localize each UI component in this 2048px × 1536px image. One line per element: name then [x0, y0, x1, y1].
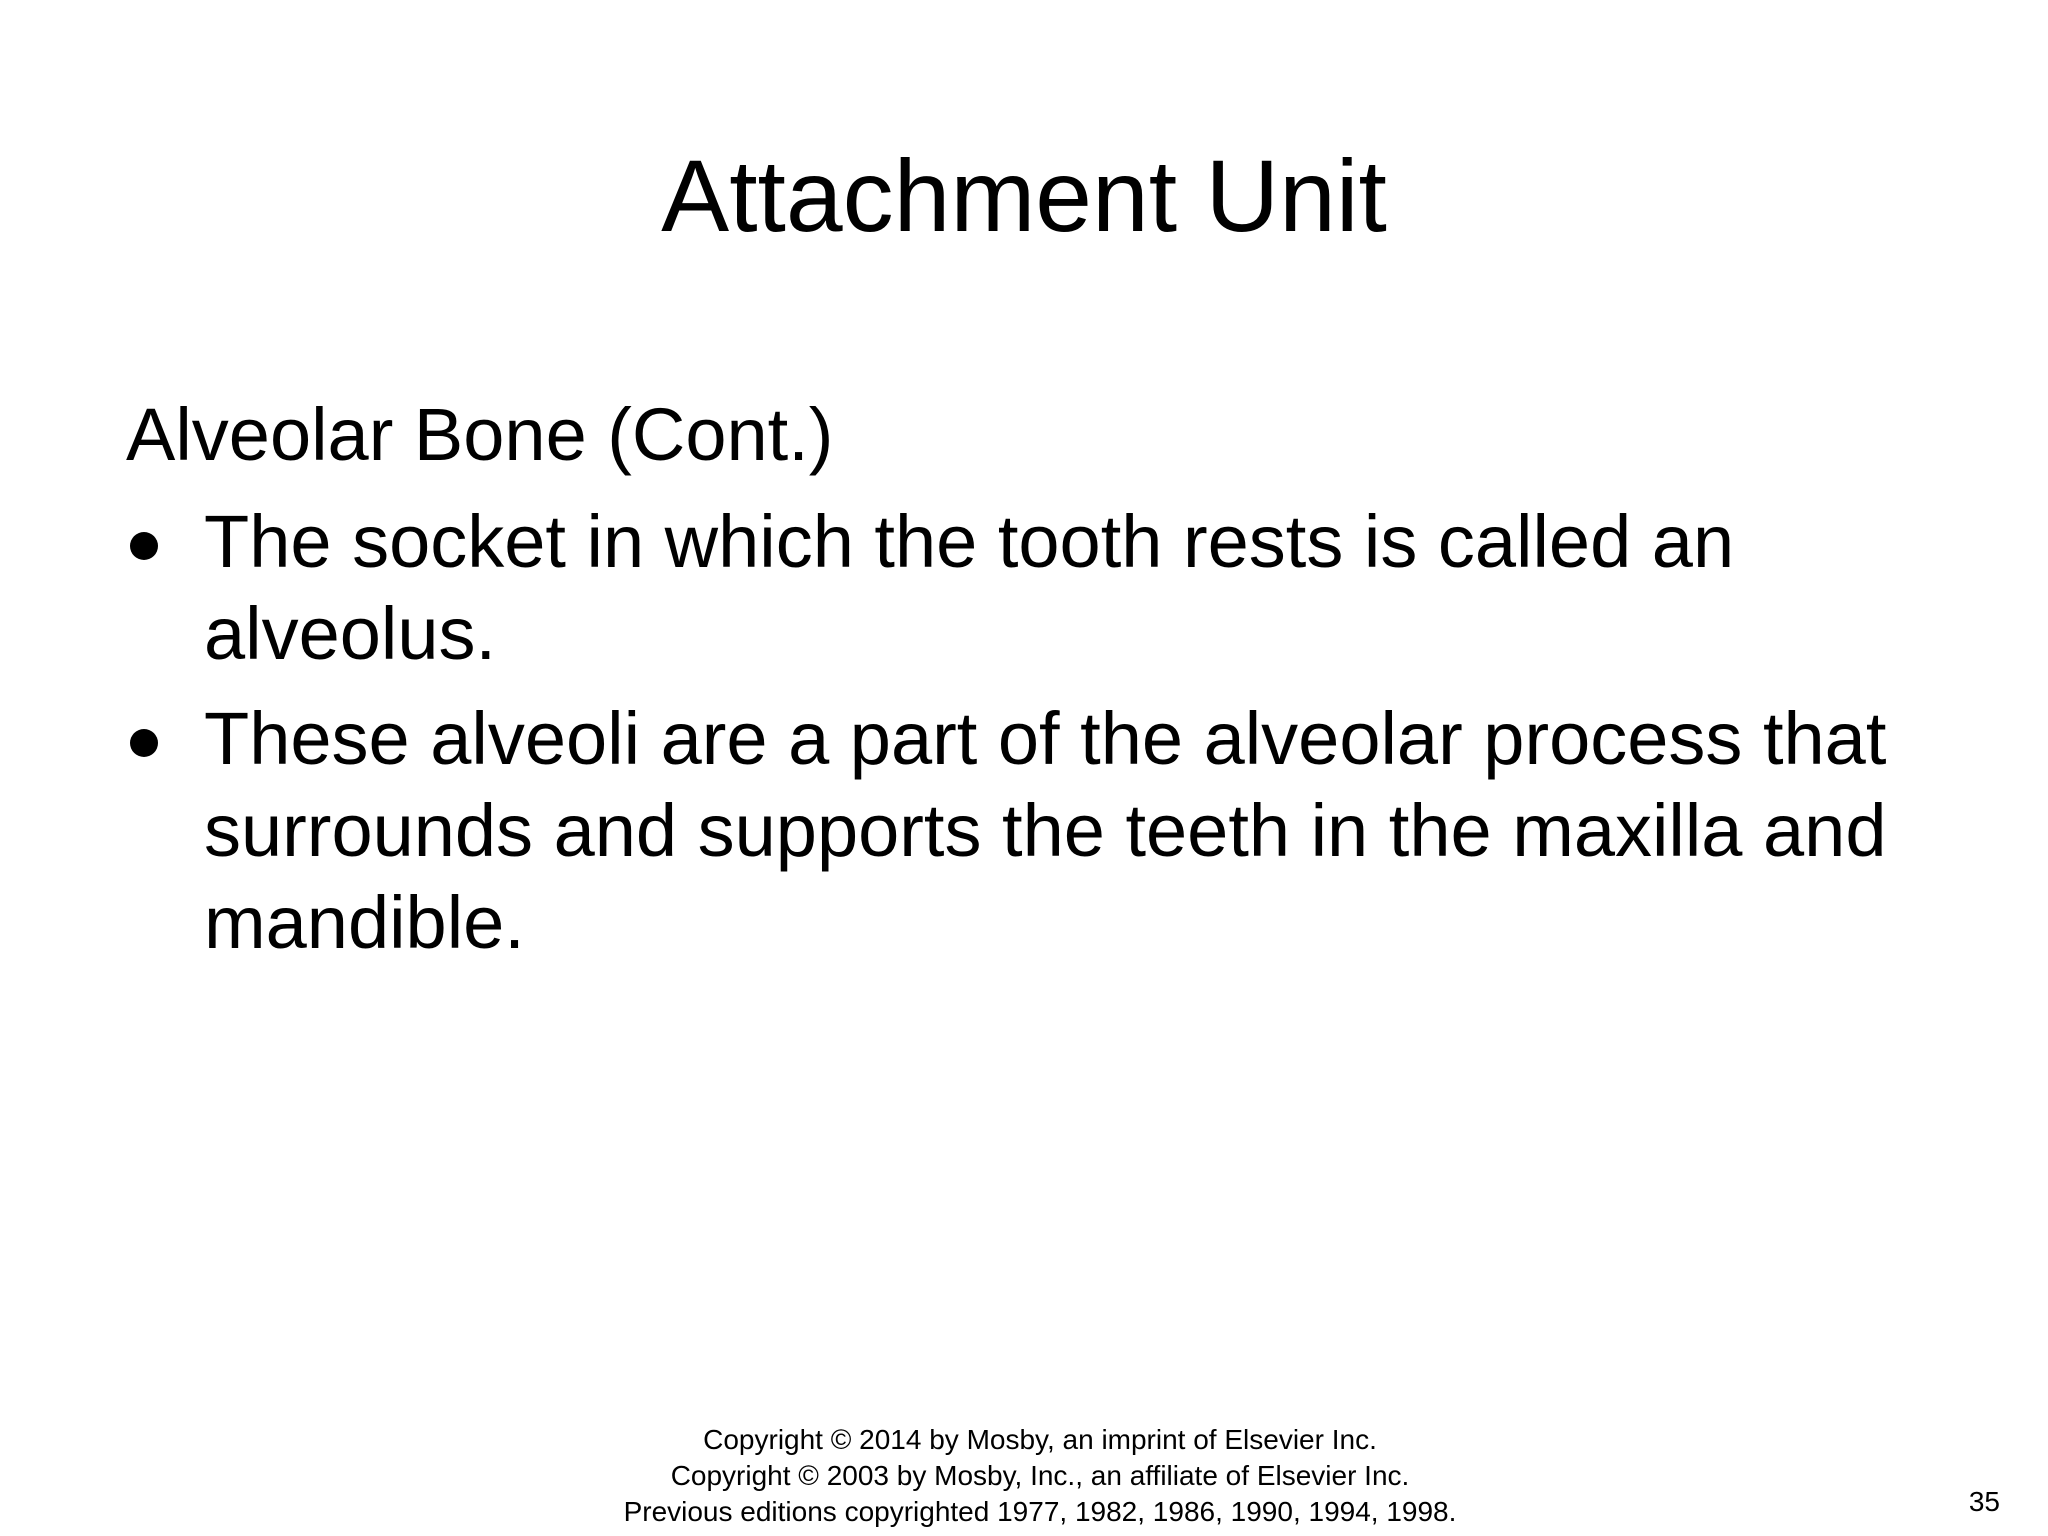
copyright-line: Copyright © 2014 by Mosby, an imprint of Elsevier Inc.: [703, 1424, 1377, 1455]
bullet-dot-icon: [130, 532, 158, 560]
copyright-notice: [0, 1422, 2048, 1530]
bullet-item: [126, 496, 1986, 680]
bullet-list: [126, 496, 1986, 982]
copyright-line: Previous editions copyrighted 1977, 1982, 1986, 1990, 1994, 1998.: [623, 1496, 1457, 1527]
bullet-text: The socket in which the tooth rests is called an alveolus.: [204, 500, 1735, 675]
bullet-item: [126, 693, 1986, 969]
slide-title: Attachment Unit: [661, 139, 1387, 253]
copyright-line: Copyright © 2003 by Mosby, Inc., an affiliate of Elsevier Inc.: [670, 1460, 1410, 1491]
section-heading: Alveolar Bone (Cont.): [126, 393, 834, 476]
bullet-dot-icon: [130, 729, 158, 757]
bullet-text: These alveoli are a part of the alveolar process that surrounds and supports the teeth in the maxilla and mandible.: [204, 697, 1887, 964]
page-number: 35: [1968, 1486, 2000, 1517]
